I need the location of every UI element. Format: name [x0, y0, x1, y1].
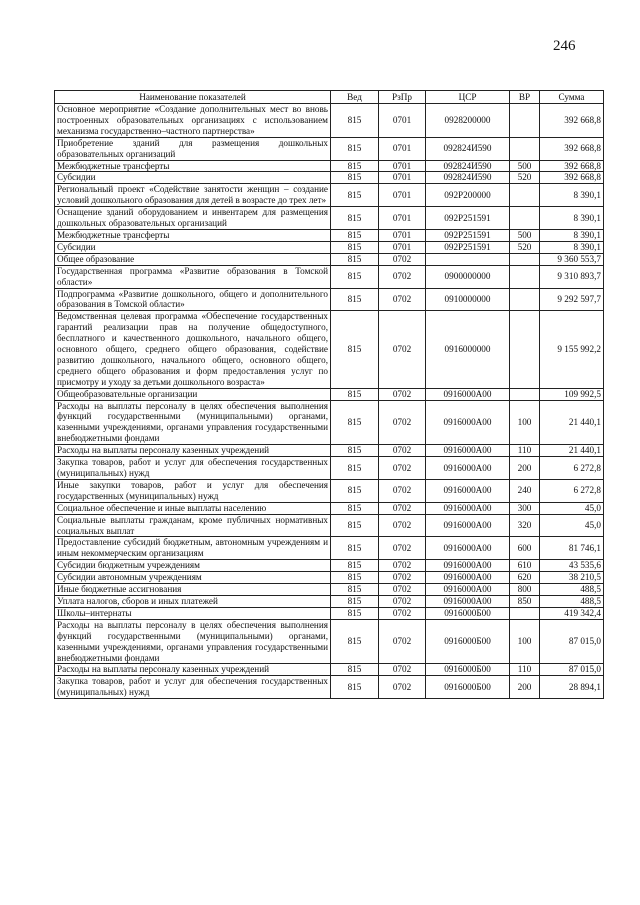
row-csr: 0916000А00	[426, 560, 510, 572]
row-name: Приобретение зданий для размещения дошкольных образовательных организаций	[55, 137, 331, 160]
row-rzpr: 0702	[379, 560, 426, 572]
table-row	[55, 619, 604, 664]
row-rzpr: 0701	[379, 207, 426, 230]
row-vr: 600	[510, 537, 540, 560]
row-name: Оснащение зданий оборудованием и инвентарем для размещения дошкольных образовательных организаций	[55, 207, 331, 230]
row-ved: 815	[331, 137, 379, 160]
row-vr	[510, 137, 540, 160]
row-csr: 0900000000	[426, 265, 510, 288]
row-name: Расходы на выплаты персоналу казенных учреждений	[55, 664, 331, 676]
row-ved: 815	[331, 253, 379, 265]
table-row	[55, 311, 604, 388]
row-rzpr: 0701	[379, 229, 426, 241]
row-sum: 488,5	[540, 584, 604, 596]
row-ved: 815	[331, 104, 379, 138]
table-row	[55, 572, 604, 584]
row-ved: 815	[331, 607, 379, 619]
table-row	[55, 184, 604, 207]
row-ved: 815	[331, 207, 379, 230]
row-rzpr: 0702	[379, 584, 426, 596]
row-vr: 500	[510, 229, 540, 241]
header-vr: ВР	[510, 91, 540, 104]
table-row	[55, 445, 604, 457]
row-csr: 0916000А00	[426, 502, 510, 514]
row-name: Расходы на выплаты персоналу в целях обеспечения выполнения функций государственными (муниципальными) органами, казенными учреждениями, органами управления государственными внебюджетными фондами	[55, 400, 331, 445]
row-sum: 81 746,1	[540, 537, 604, 560]
header-ved: Вед	[331, 91, 379, 104]
row-rzpr: 0702	[379, 311, 426, 388]
row-vr: 200	[510, 676, 540, 699]
row-name: Основное мероприятие «Создание дополнительных мест во вновь построенных образовательных организациях с использованием механизма государственно–частного партнерства»	[55, 104, 331, 138]
row-csr: 0916000А00	[426, 537, 510, 560]
row-sum: 6 272,8	[540, 457, 604, 480]
row-vr: 200	[510, 457, 540, 480]
row-rzpr: 0701	[379, 104, 426, 138]
row-sum: 87 015,0	[540, 619, 604, 664]
row-sum: 9 155 992,2	[540, 311, 604, 388]
row-vr: 520	[510, 241, 540, 253]
table-row	[55, 288, 604, 311]
row-name: Региональный проект «Содействие занятости женщин – создание условий дошкольного образования для детей в возрасте до трех лет»	[55, 184, 331, 207]
row-csr: 092P251591	[426, 207, 510, 230]
row-name: Уплата налогов, сборов и иных платежей	[55, 595, 331, 607]
row-vr: 110	[510, 445, 540, 457]
row-vr: 620	[510, 572, 540, 584]
table-row	[55, 676, 604, 699]
row-vr: 500	[510, 160, 540, 172]
row-csr: 092P251591	[426, 241, 510, 253]
row-csr: 0916000А00	[426, 584, 510, 596]
row-ved: 815	[331, 229, 379, 241]
row-ved: 815	[331, 172, 379, 184]
header-csr: ЦСР	[426, 91, 510, 104]
row-rzpr: 0702	[379, 502, 426, 514]
budget-table	[54, 90, 604, 699]
row-name: Расходы на выплаты персоналу в целях обеспечения выполнения функций государственными (муниципальными) органами, казенными учреждениями, органами управления государственными внебюджетными фондами	[55, 619, 331, 664]
row-vr	[510, 207, 540, 230]
table-row	[55, 172, 604, 184]
table-row	[55, 104, 604, 138]
row-sum: 392 668,8	[540, 104, 604, 138]
row-vr: 800	[510, 584, 540, 596]
row-csr: 0916000А00	[426, 445, 510, 457]
table-row	[55, 514, 604, 537]
row-rzpr: 0702	[379, 676, 426, 699]
row-ved: 815	[331, 664, 379, 676]
row-ved: 815	[331, 400, 379, 445]
row-ved: 815	[331, 388, 379, 400]
row-name: Межбюджетные трансферты	[55, 160, 331, 172]
row-csr: 0916000Б00	[426, 607, 510, 619]
row-sum: 8 390,1	[540, 229, 604, 241]
row-sum: 9 360 553,7	[540, 253, 604, 265]
row-name: Общеобразовательные организации	[55, 388, 331, 400]
row-csr: 092824И590	[426, 137, 510, 160]
row-sum: 21 440,1	[540, 445, 604, 457]
row-name: Субсидии	[55, 172, 331, 184]
table-row	[55, 253, 604, 265]
table-row	[55, 479, 604, 502]
row-sum: 8 390,1	[540, 184, 604, 207]
table-row	[55, 388, 604, 400]
row-csr: 0910000000	[426, 288, 510, 311]
row-rzpr: 0702	[379, 288, 426, 311]
row-vr: 320	[510, 514, 540, 537]
row-ved: 815	[331, 619, 379, 664]
row-vr	[510, 388, 540, 400]
table-row	[55, 664, 604, 676]
table-body	[55, 104, 604, 699]
row-name: Подпрограмма «Развитие дошкольного, общего и дополнительного образования в Томской области»	[55, 288, 331, 311]
row-sum: 109 992,5	[540, 388, 604, 400]
header-sum: Сумма	[540, 91, 604, 104]
table-row	[55, 160, 604, 172]
row-sum: 392 668,8	[540, 160, 604, 172]
table-row	[55, 537, 604, 560]
row-csr: 092P200000	[426, 184, 510, 207]
table-row	[55, 607, 604, 619]
row-name: Социальные выплаты гражданам, кроме публичных нормативных социальных выплат	[55, 514, 331, 537]
row-csr: 0916000А00	[426, 572, 510, 584]
table-row	[55, 560, 604, 572]
row-name: Субсидии автономным учреждениям	[55, 572, 331, 584]
row-vr: 240	[510, 479, 540, 502]
row-ved: 815	[331, 160, 379, 172]
row-csr: 0916000Б00	[426, 619, 510, 664]
row-vr	[510, 253, 540, 265]
row-ved: 815	[331, 288, 379, 311]
row-rzpr: 0701	[379, 137, 426, 160]
row-ved: 815	[331, 241, 379, 253]
row-ved: 815	[331, 265, 379, 288]
row-vr	[510, 311, 540, 388]
row-ved: 815	[331, 502, 379, 514]
row-csr: 0916000А00	[426, 479, 510, 502]
row-vr	[510, 288, 540, 311]
row-rzpr: 0702	[379, 253, 426, 265]
table-row	[55, 502, 604, 514]
row-name: Иные бюджетные ассигнования	[55, 584, 331, 596]
row-ved: 815	[331, 560, 379, 572]
row-name: Предоставление субсидий бюджетным, автономным учреждениям и иным некоммерческим организациям	[55, 537, 331, 560]
row-csr: 0916000000	[426, 311, 510, 388]
row-vr	[510, 265, 540, 288]
row-rzpr: 0702	[379, 619, 426, 664]
row-name: Межбюджетные трансферты	[55, 229, 331, 241]
row-ved: 815	[331, 457, 379, 480]
table-row	[55, 207, 604, 230]
row-csr: 092824И590	[426, 160, 510, 172]
row-name: Субсидии бюджетным учреждениям	[55, 560, 331, 572]
row-sum: 9 310 893,7	[540, 265, 604, 288]
row-rzpr: 0701	[379, 160, 426, 172]
row-sum: 45,0	[540, 502, 604, 514]
row-ved: 815	[331, 537, 379, 560]
row-sum: 87 015,0	[540, 664, 604, 676]
page-number: 246	[553, 38, 576, 54]
row-ved: 815	[331, 584, 379, 596]
row-csr: 0916000Б00	[426, 664, 510, 676]
row-rzpr: 0702	[379, 514, 426, 537]
row-name: Ведомственная целевая программа «Обеспечение государственных гарантий реализации прав на получение общедоступного, бесплатного и качественного дошкольного, начального общего, основного общего, среднего общего образования, содействие развитию дошкольного, начального общего, основного общего, среднего общего образования и форм предоставления услуг по присмотру и уходу за детьми дошкольного возраста»	[55, 311, 331, 388]
row-rzpr: 0702	[379, 445, 426, 457]
row-sum: 392 668,8	[540, 172, 604, 184]
row-ved: 815	[331, 595, 379, 607]
row-vr	[510, 607, 540, 619]
row-ved: 815	[331, 184, 379, 207]
row-ved: 815	[331, 676, 379, 699]
row-ved: 815	[331, 445, 379, 457]
row-sum: 45,0	[540, 514, 604, 537]
table-row	[55, 265, 604, 288]
row-csr: 0916000А00	[426, 388, 510, 400]
row-ved: 815	[331, 514, 379, 537]
row-name: Иные закупки товаров, работ и услуг для обеспечения государственных (муниципальных) нужд	[55, 479, 331, 502]
row-sum: 38 210,5	[540, 572, 604, 584]
row-vr: 300	[510, 502, 540, 514]
row-rzpr: 0701	[379, 172, 426, 184]
row-rzpr: 0702	[379, 479, 426, 502]
row-name: Закупка товаров, работ и услуг для обеспечения государственных (муниципальных) нужд	[55, 457, 331, 480]
row-rzpr: 0702	[379, 388, 426, 400]
row-name: Общее образование	[55, 253, 331, 265]
row-rzpr: 0702	[379, 400, 426, 445]
row-csr: 0916000А00	[426, 514, 510, 537]
row-name: Закупка товаров, работ и услуг для обеспечения государственных (муниципальных) нужд	[55, 676, 331, 699]
row-rzpr: 0702	[379, 457, 426, 480]
table-header-row	[55, 91, 604, 104]
row-vr	[510, 104, 540, 138]
table-row	[55, 595, 604, 607]
row-name: Расходы на выплаты персоналу казенных учреждений	[55, 445, 331, 457]
row-csr: 0916000А00	[426, 400, 510, 445]
table-row	[55, 241, 604, 253]
row-sum: 21 440,1	[540, 400, 604, 445]
row-rzpr: 0702	[379, 572, 426, 584]
header-rzpr: РзПр	[379, 91, 426, 104]
row-vr: 100	[510, 619, 540, 664]
row-name: Школы–интернаты	[55, 607, 331, 619]
row-csr: 0928200000	[426, 104, 510, 138]
row-sum: 28 894,1	[540, 676, 604, 699]
row-name: Социальное обеспечение и иные выплаты населению	[55, 502, 331, 514]
row-csr: 092P251591	[426, 229, 510, 241]
row-rzpr: 0702	[379, 265, 426, 288]
row-sum: 6 272,8	[540, 479, 604, 502]
row-sum: 43 535,6	[540, 560, 604, 572]
row-csr: 0916000А00	[426, 595, 510, 607]
row-csr: 092824И590	[426, 172, 510, 184]
row-rzpr: 0702	[379, 664, 426, 676]
table-row	[55, 457, 604, 480]
table-row	[55, 400, 604, 445]
row-csr: 0916000Б00	[426, 676, 510, 699]
row-sum: 8 390,1	[540, 241, 604, 253]
table-row	[55, 137, 604, 160]
row-vr: 520	[510, 172, 540, 184]
table-row	[55, 229, 604, 241]
row-ved: 815	[331, 311, 379, 388]
row-rzpr: 0702	[379, 607, 426, 619]
row-csr: 0916000А00	[426, 457, 510, 480]
row-vr	[510, 184, 540, 207]
row-name: Субсидии	[55, 241, 331, 253]
row-vr: 610	[510, 560, 540, 572]
row-vr: 110	[510, 664, 540, 676]
row-rzpr: 0701	[379, 241, 426, 253]
row-vr: 100	[510, 400, 540, 445]
header-name: Наименование показателей	[55, 91, 331, 104]
row-sum: 392 668,8	[540, 137, 604, 160]
row-rzpr: 0702	[379, 595, 426, 607]
row-name: Государственная программа «Развитие образования в Томской области»	[55, 265, 331, 288]
row-rzpr: 0702	[379, 537, 426, 560]
row-sum: 8 390,1	[540, 207, 604, 230]
row-sum: 488,5	[540, 595, 604, 607]
row-sum: 9 292 597,7	[540, 288, 604, 311]
row-csr	[426, 253, 510, 265]
row-ved: 815	[331, 479, 379, 502]
table-row	[55, 584, 604, 596]
row-ved: 815	[331, 572, 379, 584]
row-vr: 850	[510, 595, 540, 607]
row-rzpr: 0701	[379, 184, 426, 207]
row-sum: 419 342,4	[540, 607, 604, 619]
